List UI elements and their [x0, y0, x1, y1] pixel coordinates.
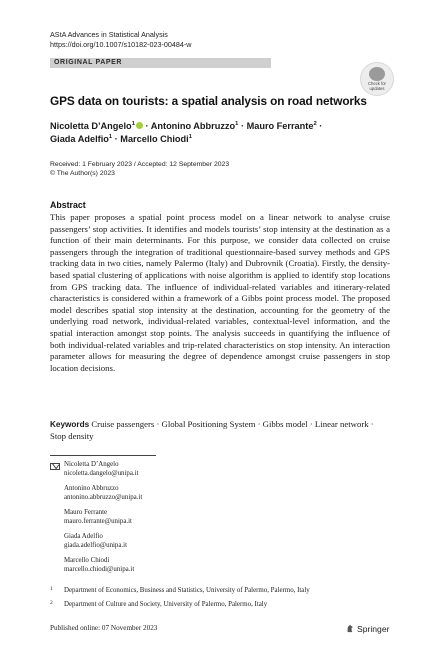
keywords-block	[50, 419, 390, 442]
crossmark-icon	[369, 67, 385, 81]
journal-name: AStA Advances in Statistical Analysis	[50, 30, 168, 39]
correspondent-email[interactable]: antonino.abbruzzo@unipa.it	[64, 494, 143, 501]
author-affiliation-mark: 1	[131, 120, 135, 127]
affiliation-number: 1	[50, 586, 53, 592]
keywords-text: Cruise passengers · Global Positioning System · Gibbs model · Linear network · Stop density	[50, 419, 374, 441]
footnote-divider	[50, 455, 156, 456]
copyright-line: © The Author(s) 2023	[50, 170, 115, 177]
author-name[interactable]: Nicoletta D’Angelo	[50, 121, 132, 131]
author-affiliation-mark: 1	[188, 133, 192, 140]
affiliation-text: Department of Economics, Business and Statistics, University of Palermo, Palermo, Italy	[64, 587, 310, 594]
correspondent-name: Nicoletta D’Angelo	[64, 461, 119, 468]
crossmark-line1: Check for	[368, 81, 386, 86]
abstract-text: This paper proposes a spatial point process model on a linear network to analyse cruise passengers’ stop activities. It identifies and models tourists’ stop intensity at the destination as a function of their main determinants. For this purpose, we consider data collected on cruise passengers through the integration of traditional questionnaire-based survey methods and GPS tracking data in two cities, namely Palermo (Italy) and Dubrovnik (Croatia). Firstly, the density-based spatial clustering of applications with noise algorithm is applied to identify stop locations from GPS tracking data. The influence of individual-related variables and itinerary-related characteristics is considered within a framework of a Gibbs point process model. The proposed model describes spatial stop intensity at the destination, accounting for the geometry of the underlying road network, individual-related variables, contextual-level information, and the spatial interaction amongst stop points. The analysis succeeds in quantifying the influence of both individual-related variables and trip-related characteristics on stop intensity. An interaction parameter allows for measuring the degree of dependence amongst cruise passengers in stop location decisions.	[50, 212, 390, 373]
article-dates	[50, 160, 229, 178]
crossmark-line2: updates	[369, 85, 385, 91]
author-name[interactable]: Antonino Abbruzzo	[150, 121, 236, 131]
keywords-heading: Keywords	[50, 420, 90, 429]
check-for-updates-badge[interactable]	[360, 62, 394, 96]
springer-horse-icon	[346, 624, 354, 633]
author-affiliation-mark: 2	[313, 120, 317, 127]
publisher-logo	[346, 624, 389, 634]
abstract-heading: Abstract	[50, 200, 86, 210]
correspondent-email[interactable]: giada.adelfio@unipa.it	[64, 542, 127, 549]
correspondent-name: Marcello Chiodi	[64, 557, 110, 564]
correspondent-name: Giada Adelfio	[64, 533, 103, 540]
author-list: Nicoletta D’Angelo$^1$ · Antonino Abbruzzo$^1$ · Mauro Ferrante$^2$ · Giada Adelfio$^1$ · Marcello Chiodi$^1$	[50, 120, 323, 144]
author-affiliation-mark: 1	[108, 133, 113, 140]
journal-doi[interactable]: https://doi.org/10.1007/s10182-023-00484-w	[50, 40, 192, 49]
author-affiliation-mark: 1	[235, 120, 239, 127]
published-online-date: Published online: 07 November 2023	[50, 624, 158, 632]
orcid-icon[interactable]	[136, 122, 143, 129]
author-name[interactable]: Marcello Chiodi	[120, 134, 189, 144]
correspondent-email[interactable]: marcello.chiodi@unipa.it	[64, 566, 135, 573]
journal-header	[50, 30, 191, 50]
correspondent-email[interactable]: nicoletta.dangelo@unipa.it	[64, 470, 139, 477]
paper-title: GPS data on tourists: a spatial analysis on road networks	[50, 94, 367, 108]
publisher-name: Springer	[357, 624, 390, 634]
author-name[interactable]: Mauro Ferrante	[246, 121, 314, 131]
correspondent-name: Mauro Ferrante	[64, 509, 108, 516]
envelope-icon	[50, 463, 60, 470]
received-accepted-dates: Received: 1 February 2023 / Accepted: 12 September 2023	[50, 161, 230, 168]
article-type-label: ORIGINAL PAPER	[54, 59, 123, 66]
affiliation-text: Department of Culture and Society, University of Palermo, Palermo, Italy	[64, 601, 268, 608]
correspondent-name: Antonino Abbruzzo	[64, 485, 119, 492]
affiliation-number: 2	[50, 600, 53, 606]
author-name[interactable]: Giada Adelfio	[50, 134, 109, 144]
correspondent-email[interactable]: mauro.ferrante@unipa.it	[64, 518, 132, 525]
